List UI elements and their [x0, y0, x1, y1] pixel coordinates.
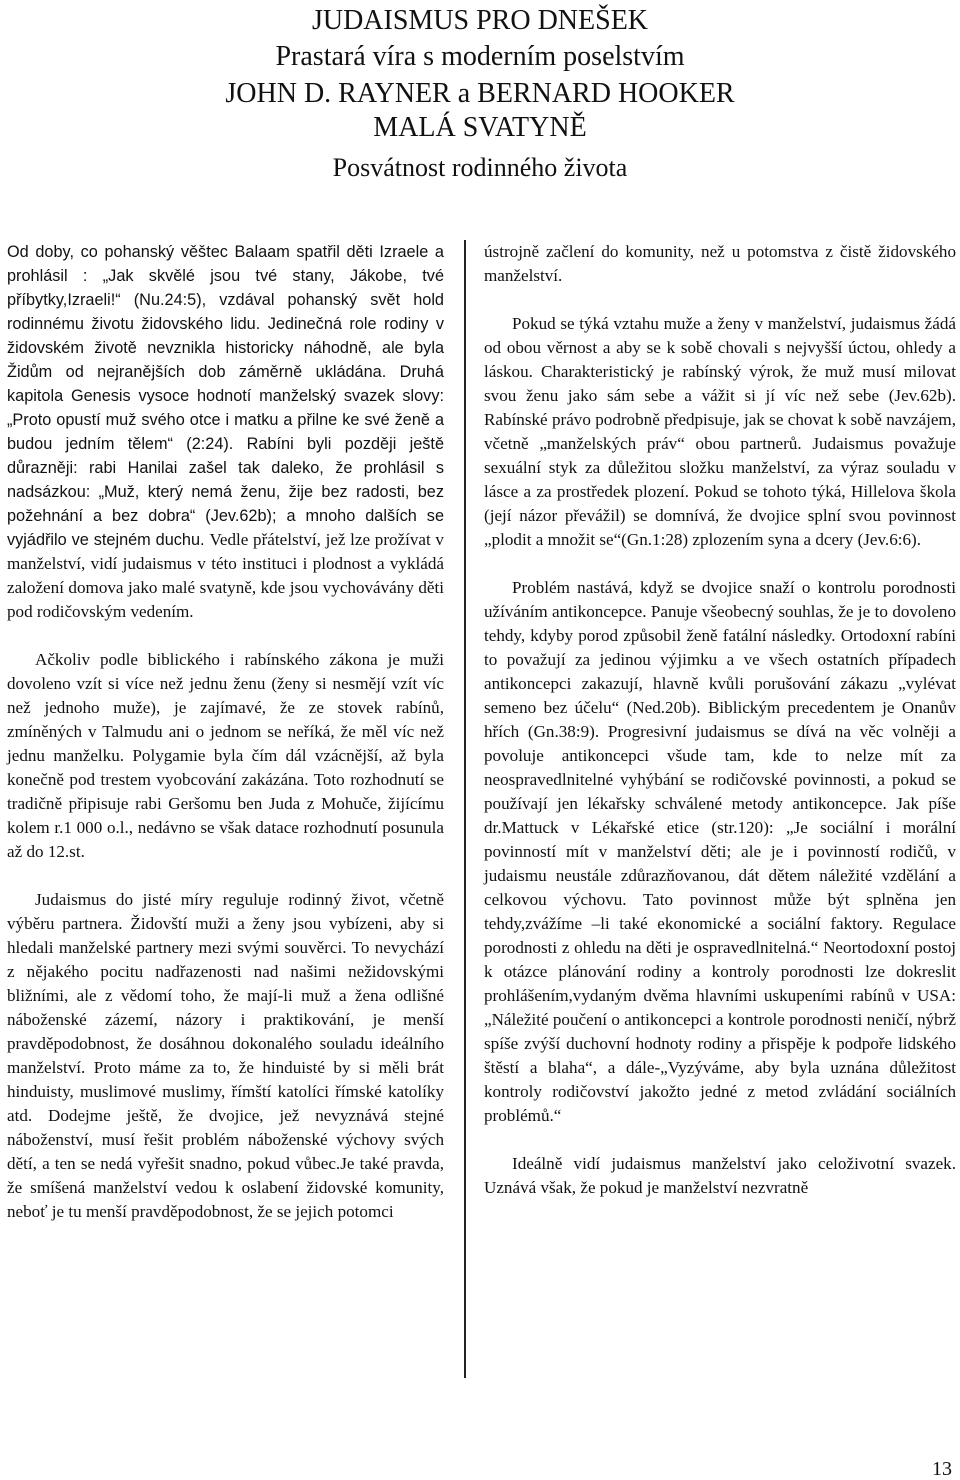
book-title: JUDAISMUS PRO DNEŠEK [311, 5, 649, 36]
left-paragraph-1-text: Od doby, co pohanský věštec Balaam spatřil děti Izraele a prohlásil : „Jak skvělé jsou tvé stany, Jákobe, tvé příbytky,Izraeli!“ (Nu.24:5), vzdával pohanský svět hold rodinnému životu židovského lidu. Jedinečná role rodiny v židovském životě nevznikla historicky náhodně, ale byla Židům od nejranějších dob záměrně ukládána. Druhá kapitola Genesis vysoce hodnotí manželský svazek slovy: „Proto opustí muž svého otce i matku a přilne ke své ženě a budou jedním tělem“ (2:24). Rabíni byli později ještě důrazněji: rabi Hanilai zašel tak daleko, že prohlásil s nadsázkou: „Muž, který nemá ženu, žije bez radosti, bez požehnání a bez dobra“ (Jev.62b); a mnoho dalších se vyjádřilo ve stejném duchu. [7, 243, 444, 549]
left-paragraph-3: Judaismus do jisté míry reguluje rodinný život, včetně výběru partnera. Židovští muži a ženy jsou vybízeni, aby si hledali manželské partnery mezi svými souvěrci. To nevychází z nějakého pocitu nadřazenosti nad našimi nežidovskými bližními, ale z vědomí toho, že mají-li muž a žena odlišné náboženské zázemí, názory i praktikování, je menší pravděpodobnost, že dosáhnou dokonalého souladu ideálního manželství. Proto máme za to, že hinduisté by si měli brát hinduisty, muslimové muslimy, římští katolíci římské katolíky atd. Dodejme ještě, že dvojice, jež nevyznává stejné náboženství, musí řešit problém náboženské výchovy svých dětí, a ten se nedá vyřešit snadno, pokud vůbec.Je také pravda, že smíšená manželství vedou k oslabení židovské komunity, neboť je tu menší pravděpodobnost, že se jejich potomci [7, 890, 444, 1221]
right-paragraph-4: Ideálně vidí judaismus manželství jako celoživotní svazek. Uznává však, že pokud je manželství nezvratně [484, 1154, 956, 1197]
left-paragraph-1 [7, 240, 444, 624]
column-divider [464, 240, 466, 1378]
page-number: 13 [932, 1458, 952, 1480]
section-title: Posvátnost rodinného života [332, 153, 628, 182]
right-paragraph-2: Pokud se týká vztahu muže a ženy v manželství, judaismus žádá od obou věrnost a aby se k sobě chovali s nejvyšší úctou, ohledy a láskou. Charakteristický je rabínský výrok, že muž musí milovat svou ženu jako sám sebe a vážit si jí víc než sebe (Jev.62b). Rabínské právo podrobně předpisuje, jak se chovat k sobě navzájem, včetně „manželských práv“ obou partnerů. Judaismus považuje sexuální styk za důležitou složku manželství, za výraz souladu v lásce a za prostředek plození. Pokud se tohoto týká, Hillelova škola (její názor převážil) se domnívá, že dvojice splní svou povinnost „plodit a množit se“(Gn.1:28) zplozením syna a dcery (Jev.6:6). [484, 314, 956, 549]
left-paragraph-2: Ačkoliv podle biblického i rabínského zákona je muži dovoleno vzít si více než jednu ženu (ženy si nesmějí vzít víc než jednoho muže), je zajímavé, že ze stovek rabínů, zmíněných v Talmudu ani o jednom se neříká, že měl víc než jednu manželku. Polygamie byla čím dál vzácnější, až byla konečně pod trestem vyobcování zakázána. Toto rozhodnutí se tradičně připisuje rabi Geršomu ben Juda z Mohuče, žijícímu kolem r.1 000 o.l., nedávno se však datace rozhodnutí posunula až do 12.st. [7, 650, 444, 861]
left-column [7, 240, 444, 1224]
paragraph-spacer [484, 288, 956, 312]
right-paragraph-3: Problém nastává, když se dvojice snaží o kontrolu porodnosti užíváním antikoncepce. Panuje všeobecný souhlas, že je to dovoleno tehdy, kdyby porod způsobil ženě fatální následky. Ortodoxní rabíni to považují za jedinou výjimku a ve všech ostatních případech antikoncepci zakazují, hlavně kvůli porušování zákazu „vylévat semeno bez účelu“ (Ned.20b). Biblickým precedentem je Onanův hřích (Gn.38:9). Progresivní judaismus se dívá na věc volněji a povoluje antikoncepci všude tam, kde to nelze mít za neospravedlnitelné vyhýbání se rodičovské povinnosti, a pokud se používají jen lékařsky schválené metody antikoncepce. Jak píše dr.Mattuck v Lékařské etice (str.120): „Je sociální i morální povinností mít v manželství děti; ale je i povinností rodičů, v judaismu neustále zdůrazňovanou, dát dětem náležité vzdělání a celkovou výchovu. Tato povinnost může být splněna jen tehdy,zvážíme –li také ekonomické a sociální faktory. Regulace porodnosti z ohledu na děti je ospravedlnitelná.“ Neortodoxní postoj k otázce plánování rodiny a kontroly porodnosti lze dokreslit prohlášením,vydaným dvěma hlavními uskupeními rabínů v USA: „Náležité poučení o antikoncepci a kontrole porodnosti neničí, nýbrž spíše zvýší duchovní hodnoty rodiny a přispěje k podpoře lidského štěstí a blaha“, a dále-„Vyzýváme, aby byla uznána důležitost kontroly rodičovství jakožto jedné z metod zvládání sociálních problémů.“ [484, 578, 956, 1125]
paragraph-spacer [7, 864, 444, 888]
book-authors: JOHN D. RAYNER a BERNARD HOOKER [225, 78, 735, 109]
right-paragraph-1: ústrojně začlení do komunity, než u potomstva z čistě židovského manželství. [484, 242, 956, 285]
paragraph-spacer [484, 552, 956, 576]
right-column [484, 240, 956, 1200]
paragraph-spacer [7, 624, 444, 648]
book-subtitle: Prastará víra s moderním poselstvím [275, 41, 685, 72]
paragraph-spacer [484, 1128, 956, 1152]
left-paragraph-1-continuation: Vedle přátelství, jež lze prožívat v manželství, vidí judaismus v této instituci i plodnost a vykládá založení domova jako malé svatyně, kde jsou vychovávány děti pod rodičovským vedením. [7, 530, 444, 621]
chapter-title: MALÁ SVATYNĚ [373, 112, 587, 143]
